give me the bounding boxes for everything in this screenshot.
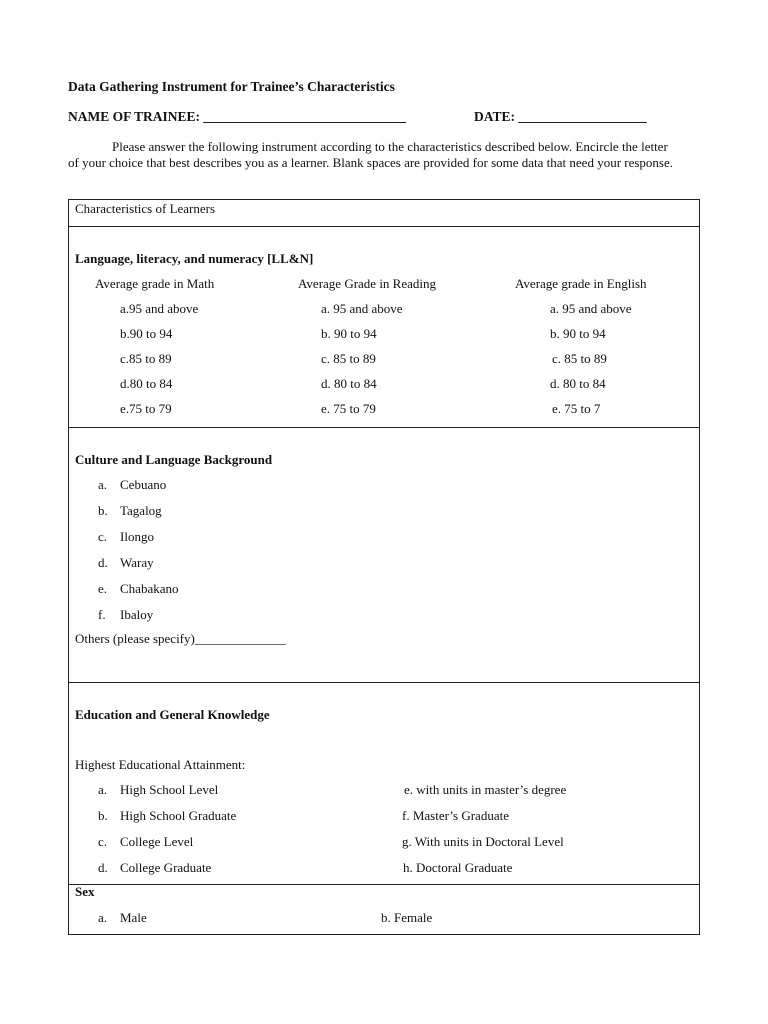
row-divider — [69, 427, 699, 428]
reading-option: e. 75 to 79 — [321, 401, 376, 416]
culture-option: Waray — [120, 555, 154, 570]
education-option: e. with units in master’s degree — [404, 782, 567, 797]
math-option: c.85 to 89 — [120, 351, 172, 366]
english-option: a. 95 and above — [550, 301, 632, 316]
education-letter: b. — [98, 808, 108, 823]
math-option: a.95 and above — [120, 301, 199, 316]
education-option: High School Level — [120, 782, 219, 797]
culture-letter: c. — [98, 529, 108, 544]
reading-option: a. 95 and above — [321, 301, 403, 316]
culture-letter: f. — [98, 607, 106, 622]
culture-heading: Culture and Language Background — [75, 452, 273, 467]
reading-option: b. 90 to 94 — [321, 326, 377, 341]
education-subheading: Highest Educational Attainment: — [75, 757, 246, 772]
sex-letter: a. — [98, 910, 108, 925]
education-letter: c. — [98, 834, 108, 849]
reading-column-header: Average Grade in Reading — [298, 276, 437, 291]
education-heading: Education and General Knowledge — [75, 707, 270, 722]
table-header: Characteristics of Learners — [75, 201, 216, 216]
reading-option: d. 80 to 84 — [321, 376, 377, 391]
sex-heading: Sex — [75, 884, 95, 899]
row-divider — [69, 226, 699, 227]
english-option: c. 85 to 89 — [552, 351, 607, 366]
culture-option: Chabakano — [120, 581, 179, 596]
culture-letter: b. — [98, 503, 108, 518]
education-letter: d. — [98, 860, 108, 875]
instructions-paragraph — [68, 139, 680, 170]
characteristics-table — [68, 199, 700, 935]
sex-option-female: b. Female — [381, 910, 433, 925]
culture-letter: a. — [98, 477, 108, 492]
culture-option: Ibaloy — [120, 607, 154, 622]
instructions-text: Please answer the following instrument according to the characteristics described below. Encircle the letter of your choice that best describes you as a learner. Blank spaces are provided for some data that need your response. — [68, 139, 674, 170]
date-field: DATE: ___________________ — [474, 109, 647, 124]
culture-option: Ilongo — [120, 529, 154, 544]
culture-option: Cebuano — [120, 477, 167, 492]
education-option: College Graduate — [120, 860, 212, 875]
reading-option: c. 85 to 89 — [321, 351, 376, 366]
education-option: h. Doctoral Graduate — [403, 860, 513, 875]
education-option: g. With units in Doctoral Level — [402, 834, 564, 849]
education-option: f. Master’s Graduate — [402, 808, 509, 823]
culture-letter: d. — [98, 555, 108, 570]
math-option: d.80 to 84 — [120, 376, 173, 391]
culture-option: Tagalog — [120, 503, 162, 518]
math-option: e.75 to 79 — [120, 401, 172, 416]
english-option: d. 80 to 84 — [550, 376, 606, 391]
education-option: High School Graduate — [120, 808, 237, 823]
education-letter: a. — [98, 782, 108, 797]
document-title: Data Gathering Instrument for Trainee’s Characteristics — [68, 79, 395, 94]
culture-letter: e. — [98, 581, 108, 596]
english-column-header: Average grade in English — [515, 276, 647, 291]
math-column-header: Average grade in Math — [95, 276, 215, 291]
english-option: e. 75 to 7 — [552, 401, 601, 416]
others-specify-field: Others (please specify)______________ — [75, 631, 286, 646]
sex-option-male: Male — [120, 910, 147, 925]
trainee-name-field: NAME OF TRAINEE: ______________________________ — [68, 109, 406, 124]
english-option: b. 90 to 94 — [550, 326, 606, 341]
row-divider — [69, 682, 699, 683]
llan-heading: Language, literacy, and numeracy [LL&N] — [75, 251, 314, 266]
row-divider — [69, 884, 699, 885]
math-option: b.90 to 94 — [120, 326, 173, 341]
education-option: College Level — [120, 834, 194, 849]
